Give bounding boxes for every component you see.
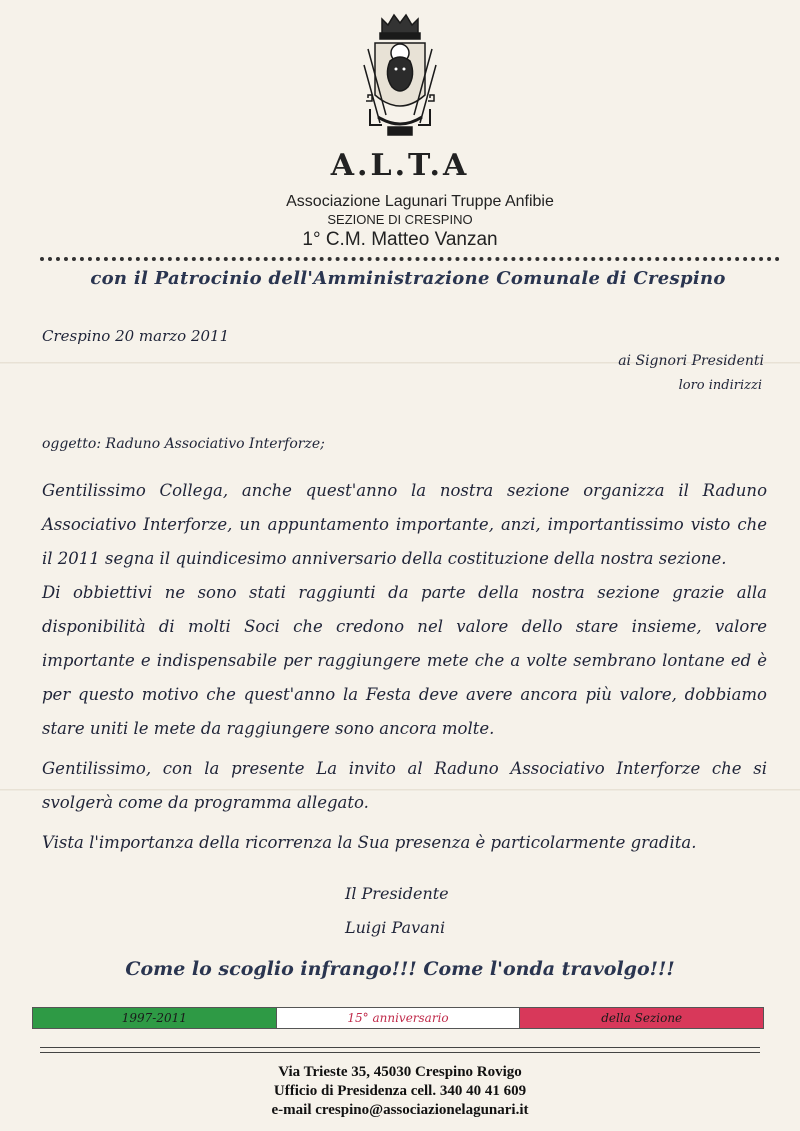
footer-address: Via Trieste 35, 45030 Crespino Rovigo [278, 1064, 522, 1080]
association-emblem-icon [330, 5, 470, 145]
banner-segment-white: 15° anniversario [276, 1008, 521, 1028]
dedication-name: 1° C.M. Matteo Vanzan [302, 229, 498, 250]
footer-email: e-mail crespino@associazionelagunari.it [271, 1102, 529, 1118]
signature-name: Luigi Pavani [345, 918, 446, 937]
letter-date: Crespino 20 marzo 2011 [42, 327, 230, 345]
patronage-line: con il Patrocinio dell'Amministrazione Comunale di Crespino [90, 268, 726, 289]
association-name: Associazione Lagunari Truppe Anfibie [286, 193, 554, 210]
association-acronym: A.L.T.A [330, 148, 470, 183]
motto: Come lo scoglio infrango!!! Come l'onda travolgo!!! [125, 958, 675, 980]
section-name: SEZIONE DI CRESPINO [327, 212, 473, 227]
dotted-divider [40, 257, 780, 261]
recipient-address-line: loro indirizzi [678, 378, 762, 393]
body-paragraph: Vista l'importanza della ricorrenza la Sua presenza è particolarmente gradita. [42, 833, 697, 852]
anniversary-banner [32, 1007, 764, 1029]
banner-segment-red: della Sezione [520, 1008, 763, 1028]
footer-divider [40, 1047, 760, 1053]
letter-subject: oggetto: Raduno Associativo Interforze; [42, 436, 325, 452]
signature-title: Il Presidente [345, 884, 449, 903]
body-paragraph: Gentilissimo Collega, anche quest'anno la nostra sezione organizza il Raduno Associativo Interforze, un appuntamento importante, anzi, importantissimo visto che il 2011 segna il quindicesimo anniversario della costituzione della nostra sezione. [42, 481, 767, 568]
body-paragraph: Gentilissimo, con la presente La invito al Raduno Associativo Interforze che si svolgerà come da programma allegato. [42, 759, 767, 812]
body-paragraph: Di obbiettivi ne sono stati raggiunti da parte della nostra sezione grazie alla disponibilità di molti Soci che credono nel valore dello stare insieme, valore importante e indispensabile per raggiungere mete che a volte sembrano lontane ed è per questo motivo che quest'anno la Festa deve avere ancora più valore, dobbiamo stare uniti le mete da raggiungere sono ancora molte. [42, 583, 767, 738]
letter-body [42, 474, 767, 860]
banner-segment-green: 1997-2011 [33, 1008, 276, 1028]
footer-phone: Ufficio di Presidenza cell. 340 40 41 609 [273, 1083, 527, 1099]
recipient-line: ai Signori Presidenti [618, 353, 764, 369]
